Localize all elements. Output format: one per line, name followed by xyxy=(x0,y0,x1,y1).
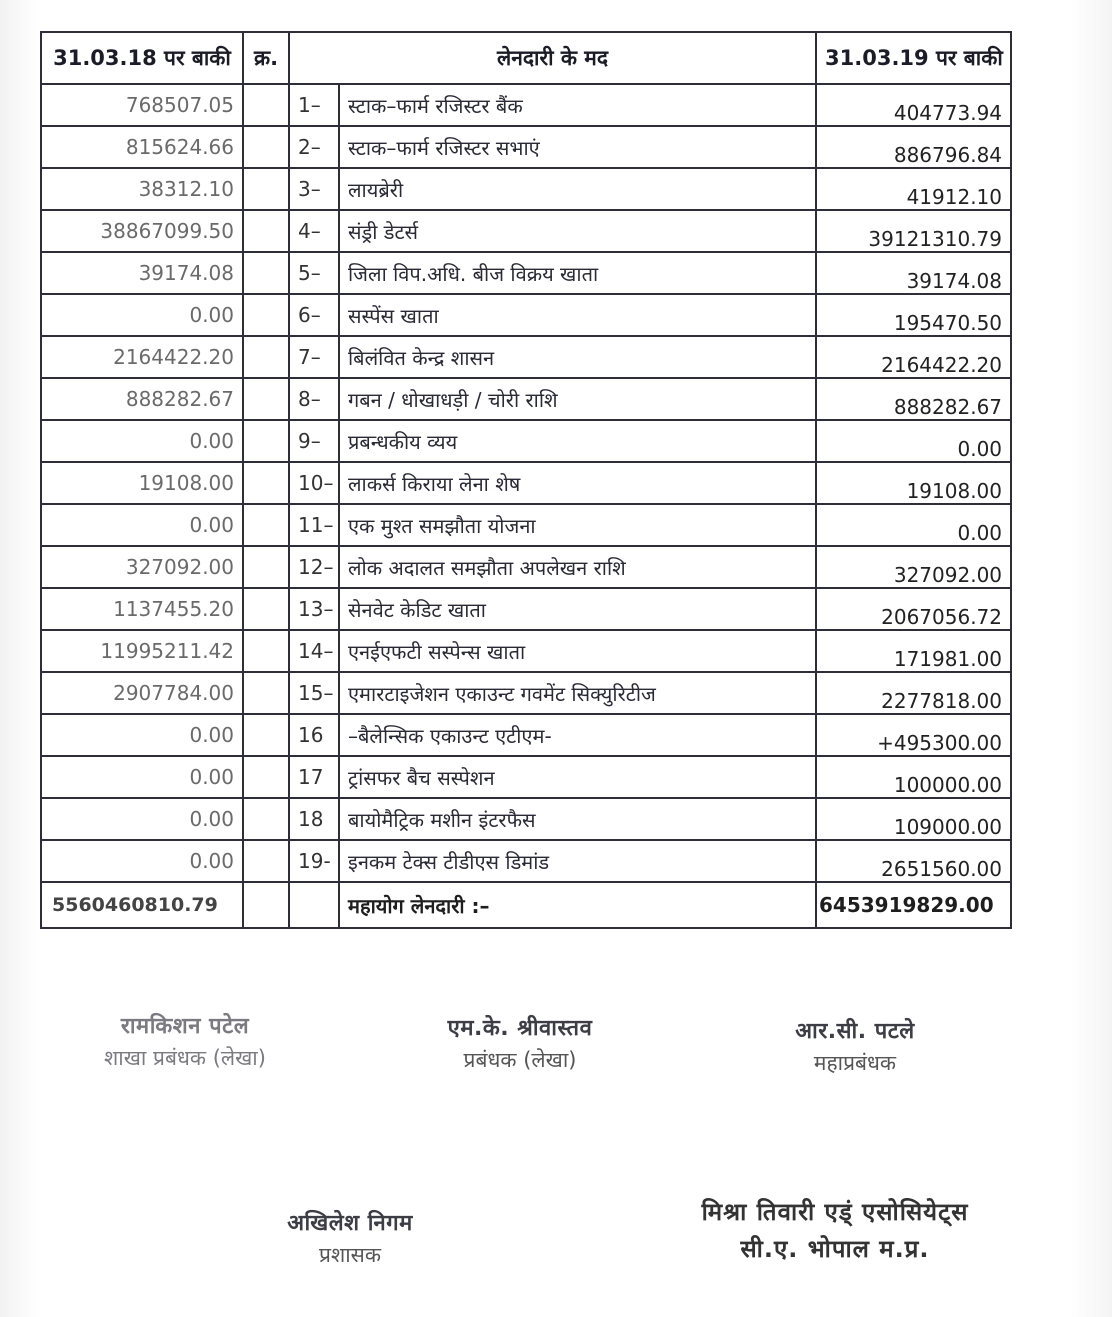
kr-cell xyxy=(243,210,289,252)
signatory-role: सी.ए. भोपाल म.प्र. xyxy=(740,1235,930,1263)
cur-balance-cell: 886796.84 xyxy=(816,126,1011,168)
serial-number-cell: 15– xyxy=(289,672,339,714)
total-row xyxy=(41,882,1011,928)
header-cur-balance: 31.03.19 पर बाकी xyxy=(816,32,1011,84)
signatory-role: महाप्रबंधक xyxy=(813,1051,897,1075)
serial-number-cell: 1– xyxy=(289,84,339,126)
table-row xyxy=(41,714,1011,756)
kr-cell xyxy=(243,546,289,588)
prev-balance-cell: 768507.05 xyxy=(41,84,243,126)
table-row xyxy=(41,378,1011,420)
prev-balance-cell: 327092.00 xyxy=(41,546,243,588)
cur-balance-cell: 171981.00 xyxy=(816,630,1011,672)
table-row xyxy=(41,126,1011,168)
signatory-name: मिश्रा तिवारी एड्ं एसोसियेट्स xyxy=(701,1198,969,1226)
serial-number-cell: 13– xyxy=(289,588,339,630)
item-name-cell: स्टाक–फार्म रजिस्टर सभाएं xyxy=(339,126,816,168)
serial-number-cell: 16 xyxy=(289,714,339,756)
serial-number-cell: 9– xyxy=(289,420,339,462)
cur-balance-cell: 19108.00 xyxy=(816,462,1011,504)
kr-cell xyxy=(243,168,289,210)
kr-cell xyxy=(243,840,289,882)
cur-balance-cell: 41912.10 xyxy=(816,168,1011,210)
item-name-cell: लोक अदालत समझौता अपलेखन राशि xyxy=(339,546,816,588)
prev-balance-cell: 39174.08 xyxy=(41,252,243,294)
prev-balance-cell: 0.00 xyxy=(41,756,243,798)
prev-balance-cell: 11995211.42 xyxy=(41,630,243,672)
table-row xyxy=(41,210,1011,252)
serial-number-cell: 17 xyxy=(289,756,339,798)
prev-balance-cell: 0.00 xyxy=(41,420,243,462)
table-row xyxy=(41,756,1011,798)
kr-cell xyxy=(243,756,289,798)
item-name-cell: जिला विप.अधि. बीज विक्रय खाता xyxy=(339,252,816,294)
signature-general-manager xyxy=(740,1015,970,1077)
header-item: लेनदारी के मद xyxy=(289,32,816,84)
cur-balance-cell: 888282.67 xyxy=(816,378,1011,420)
kr-cell xyxy=(243,294,289,336)
cur-balance-cell: 404773.94 xyxy=(816,84,1011,126)
signatory-name: अखिलेश निगम xyxy=(287,1211,413,1236)
kr-cell xyxy=(243,630,289,672)
serial-number-cell: 8– xyxy=(289,378,339,420)
item-name-cell: ट्रांसफर बैच सस्पेशन xyxy=(339,756,816,798)
table-body xyxy=(41,84,1011,882)
table-row xyxy=(41,420,1011,462)
cur-balance-cell: +495300.00 xyxy=(816,714,1011,756)
cur-balance-cell: 0.00 xyxy=(816,504,1011,546)
serial-number-cell: 10– xyxy=(289,462,339,504)
serial-number-cell: 2– xyxy=(289,126,339,168)
kr-cell xyxy=(243,252,289,294)
cur-balance-cell: 2067056.72 xyxy=(816,588,1011,630)
item-name-cell: –बैलेन्सिक एकाउन्ट एटीएम- xyxy=(339,714,816,756)
item-name-cell: सेनवेट केडिट खाता xyxy=(339,588,816,630)
item-name-cell: सस्पेंस खाता xyxy=(339,294,816,336)
item-name-cell: लाकर्स किराया लेना शेष xyxy=(339,462,816,504)
kr-cell xyxy=(243,420,289,462)
prev-balance-cell: 815624.66 xyxy=(41,126,243,168)
total-kr-cell xyxy=(243,882,289,928)
signatory-name: एम.के. श्रीवास्तव xyxy=(447,1016,593,1041)
cur-balance-cell: 39174.08 xyxy=(816,252,1011,294)
serial-number-cell: 5– xyxy=(289,252,339,294)
serial-number-cell: 7– xyxy=(289,336,339,378)
kr-cell xyxy=(243,504,289,546)
serial-number-cell: 18 xyxy=(289,798,339,840)
total-serial-cell xyxy=(289,882,339,928)
table-row xyxy=(41,252,1011,294)
table-row xyxy=(41,840,1011,882)
prev-balance-cell: 888282.67 xyxy=(41,378,243,420)
cur-balance-cell: 0.00 xyxy=(816,420,1011,462)
item-name-cell: संड्री डेटर्स xyxy=(339,210,816,252)
table-row xyxy=(41,336,1011,378)
cur-balance-cell: 2164422.20 xyxy=(816,336,1011,378)
serial-number-cell: 4– xyxy=(289,210,339,252)
signatory-role: शाखा प्रबंधक (लेखा) xyxy=(104,1046,266,1070)
serial-number-cell: 14– xyxy=(289,630,339,672)
table-row xyxy=(41,462,1011,504)
signatory-name: रामकिशन पटेल xyxy=(120,1014,250,1039)
table-row xyxy=(41,630,1011,672)
prev-balance-cell: 1137455.20 xyxy=(41,588,243,630)
serial-number-cell: 6– xyxy=(289,294,339,336)
table-row xyxy=(41,168,1011,210)
table-row xyxy=(41,798,1011,840)
signatory-role: प्रबंधक (लेखा) xyxy=(463,1048,577,1072)
prev-balance-cell: 0.00 xyxy=(41,714,243,756)
serial-number-cell: 19- xyxy=(289,840,339,882)
prev-balance-cell: 0.00 xyxy=(41,504,243,546)
table-row xyxy=(41,588,1011,630)
item-name-cell: इनकम टेक्स टीडीएस डिमांड xyxy=(339,840,816,882)
prev-balance-cell: 2907784.00 xyxy=(41,672,243,714)
serial-number-cell: 12– xyxy=(289,546,339,588)
table-row xyxy=(41,546,1011,588)
prev-balance-cell: 0.00 xyxy=(41,798,243,840)
item-name-cell: एक मुश्त समझौता योजना xyxy=(339,504,816,546)
total-cur-balance: 6453919829.00 xyxy=(816,882,1011,928)
signature-accounts-manager xyxy=(405,1012,635,1074)
kr-cell xyxy=(243,672,289,714)
cur-balance-cell: 100000.00 xyxy=(816,756,1011,798)
item-name-cell: गबन / धोखाधड़ी / चोरी राशि xyxy=(339,378,816,420)
item-name-cell: स्टाक–फार्म रजिस्टर बैंक xyxy=(339,84,816,126)
table-row xyxy=(41,294,1011,336)
prev-balance-cell: 0.00 xyxy=(41,840,243,882)
table-row xyxy=(41,672,1011,714)
kr-cell xyxy=(243,336,289,378)
table-row xyxy=(41,504,1011,546)
cur-balance-cell: 109000.00 xyxy=(816,798,1011,840)
serial-number-cell: 11– xyxy=(289,504,339,546)
signatory-role: प्रशासक xyxy=(319,1243,381,1267)
cur-balance-cell: 195470.50 xyxy=(816,294,1011,336)
creditors-table xyxy=(40,31,1012,929)
prev-balance-cell: 38867099.50 xyxy=(41,210,243,252)
item-name-cell: एमारटाइजेशन एकाउन्ट गवमेंट सिक्युरिटीज xyxy=(339,672,816,714)
total-prev-balance: 5560460810.79 xyxy=(41,882,243,928)
item-name-cell: बायोमैट्रिक मशीन इंटरफैस xyxy=(339,798,816,840)
kr-cell xyxy=(243,714,289,756)
total-label: महायोग लेनदारी :– xyxy=(339,882,816,928)
kr-cell xyxy=(243,84,289,126)
prev-balance-cell: 2164422.20 xyxy=(41,336,243,378)
table-row xyxy=(41,84,1011,126)
cur-balance-cell: 39121310.79 xyxy=(816,210,1011,252)
kr-cell xyxy=(243,126,289,168)
prev-balance-cell: 38312.10 xyxy=(41,168,243,210)
item-name-cell: लायब्रेरी xyxy=(339,168,816,210)
kr-cell xyxy=(243,798,289,840)
signature-branch-manager xyxy=(70,1010,300,1072)
kr-cell xyxy=(243,588,289,630)
item-name-cell: प्रबन्धकीय व्यय xyxy=(339,420,816,462)
prev-balance-cell: 19108.00 xyxy=(41,462,243,504)
table-header-row xyxy=(41,32,1011,84)
cur-balance-cell: 327092.00 xyxy=(816,546,1011,588)
kr-cell xyxy=(243,378,289,420)
serial-number-cell: 3– xyxy=(289,168,339,210)
cur-balance-cell: 2651560.00 xyxy=(816,840,1011,882)
kr-cell xyxy=(243,462,289,504)
signature-administrator xyxy=(235,1207,465,1269)
item-name-cell: बिलंवित केन्द्र शासन xyxy=(339,336,816,378)
item-name-cell: एनईएफटी सस्पेन्स खाता xyxy=(339,630,816,672)
header-prev-balance: 31.03.18 पर बाकी xyxy=(41,32,243,84)
cur-balance-cell: 2277818.00 xyxy=(816,672,1011,714)
prev-balance-cell: 0.00 xyxy=(41,294,243,336)
header-serial: क्र. xyxy=(243,32,289,84)
signature-auditor xyxy=(640,1195,1030,1265)
signatory-name: आर.सी. पटले xyxy=(795,1019,915,1044)
